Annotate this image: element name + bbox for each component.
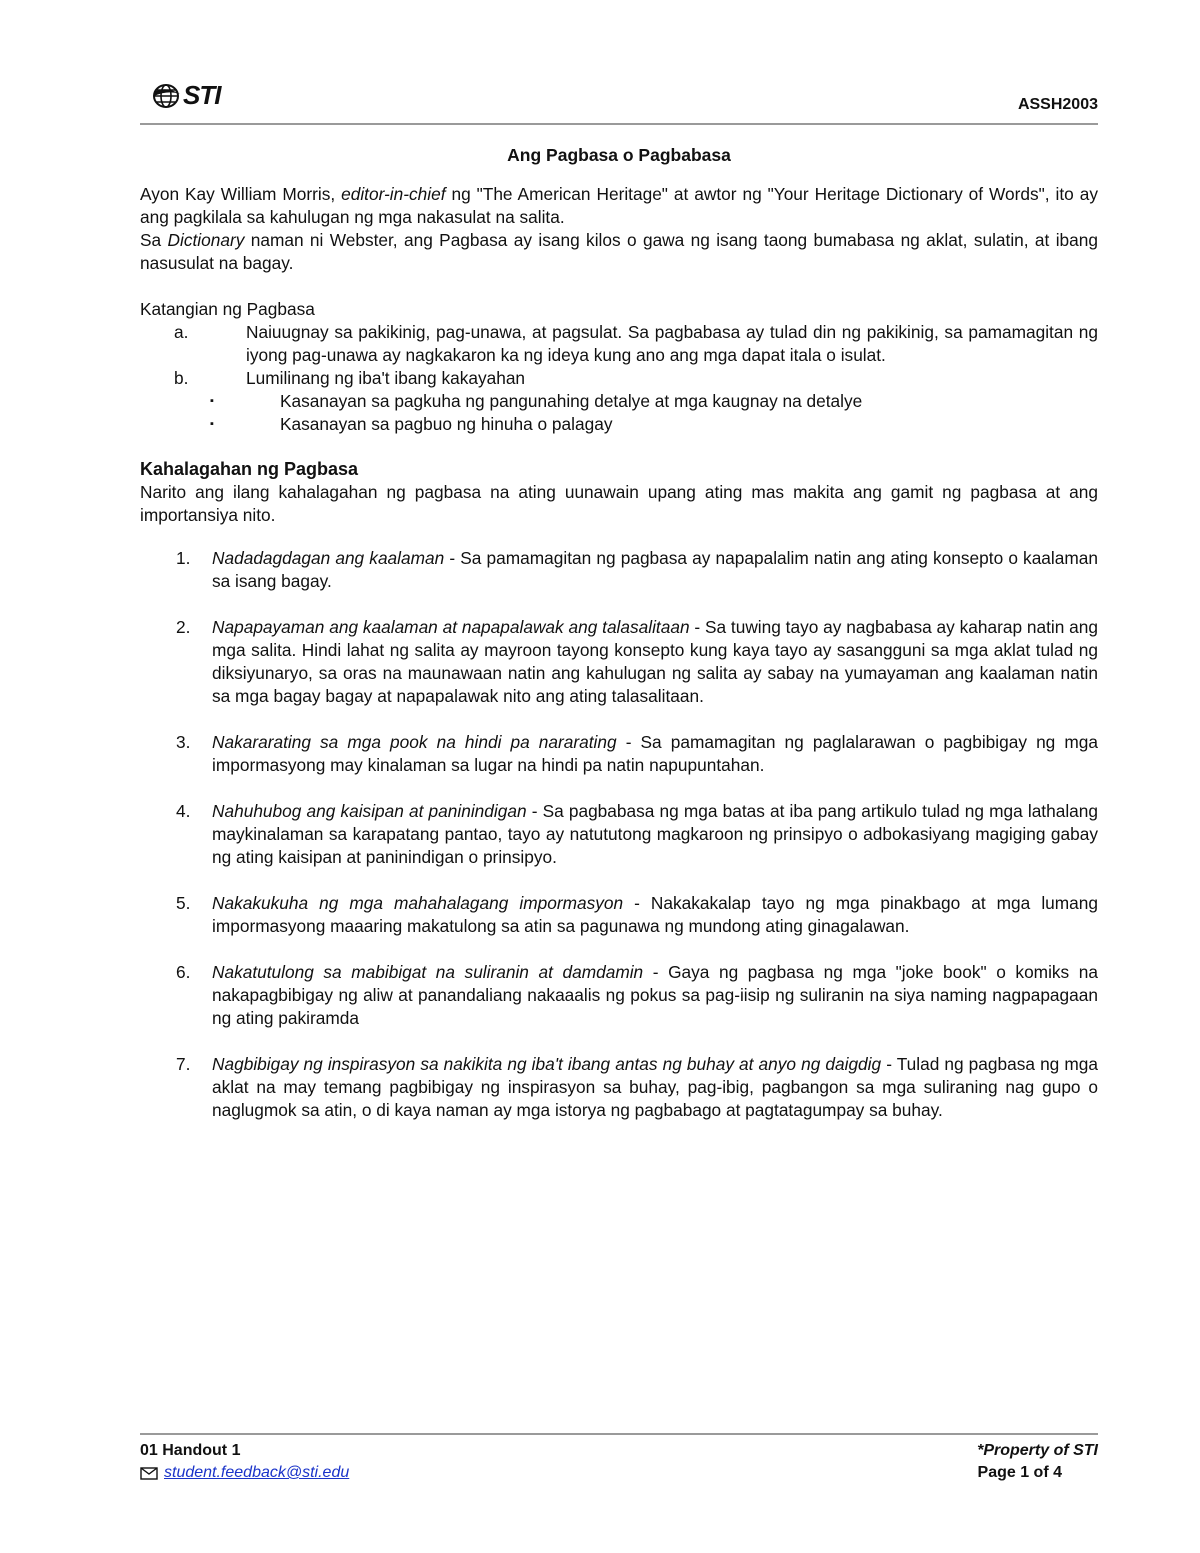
numbered-item: 6. Nakatutulong sa mabibigat na suliranin at damdamin - Gaya ng pagbasa ng mga "joke book" o komiks na nakapagbibigay ng aliw at panandaliang nakaaalis ng pokus sa pag-iisip ng suliranin na siya naming nagpapagaan ng ating pakiramda xyxy=(176,962,1098,1028)
page-number: Page 1 of 4 xyxy=(977,1464,1062,1481)
globe-icon xyxy=(152,82,182,110)
logo-text: STI xyxy=(183,80,221,110)
intro-paragraph-2: Sa Dictionary naman ni Webster, ang Pagbasa ay isang kilos o gawa ng isang taong bumabasa ng aklat, sulatin, at ibang nasusulat na bagay. xyxy=(140,230,1098,273)
numbered-item: 5. Nakakukuha ng mga mahahalagang impormasyon - Nakakakalap tayo ng mga pinakbago at mga lumang impormasyong maaaring makatulong sa atin sa pagunawa ng mundong ating ginagalawan. xyxy=(176,893,1098,936)
page-title: Ang Pagbasa o Pagbabasa xyxy=(507,145,731,165)
feedback-line xyxy=(140,1464,349,1482)
intro-paragraph-1: Ayon Kay William Morris, editor-in-chief ng "The American Heritage" at awtor ng "Your Heritage Dictionary of Words", ito ay ang pagkilala sa kahulugan ng mga nakasulat na salita. xyxy=(140,184,1098,227)
numbered-item: 4. Nahuhubog ang kaisipan at paninindigan - Sa pagbabasa ng mga batas at iba pang artikulo tulad ng mga lathalang maykinalaman sa karapatang pantao, tayo ay natututong magkaroon ng prinsipyo o adbokasiyang magiging gabay ng ating kaisipan at paninindigan o prinsipyo. xyxy=(176,801,1098,867)
numbered-item: 7. Nagbibigay ng inspirasyon sa nakikita ng iba't ibang antas ng buhay at anyo ng daigdig - Tulad ng pagbasa ng mga aklat na may temang pagbibigay ng inspirasyon sa buhay, pag-ibig, pagbangon sa mga suliraning nag gupo o naglugmok sa atin, o di kaya naman ay mga istorya ng pagbabago at pagtatagumpay sa buhay. xyxy=(176,1054,1098,1120)
katangian-heading: Katangian ng Pagbasa xyxy=(140,299,315,319)
sti-logo xyxy=(152,80,220,111)
bullet-item: ▪ Kasanayan sa pagbuo ng hinuha o palagay xyxy=(210,414,613,434)
kahalagahan-heading: Kahalagahan ng Pagbasa xyxy=(140,459,359,479)
course-code: ASSH2003 xyxy=(1017,96,1098,113)
document-body xyxy=(140,138,1098,1145)
bullet-item: ▪ Kasanayan sa pagkuha ng pangunahing detalye at mga kaugnay na detalye xyxy=(210,391,863,411)
handout-label: 01 Handout 1 xyxy=(140,1442,241,1459)
footer-divider xyxy=(140,1433,1098,1435)
envelope-icon xyxy=(140,1467,158,1480)
kahalagahan-intro: Narito ang ilang kahalagahan ng pagbasa na ating uunawain upang ating mas makita ang gamit ng pagbasa at ang importansiya nito. xyxy=(140,482,1098,525)
numbered-item: 2. Napapayaman ang kaalaman at napapalawak ang talasalitaan - Sa tuwing tayo ay nagbabasa ay kaharap natin ang mga salita. Hindi lahat ng salita ay mayroon tayong konsepto kung kaya tayo ay sasangguni sa mga aklat tulad ng diksiyunaryo, sa oras na maunawaan natin ang kahulugan ng salita ay sabay na yumayaman ang kaalaman natin sa mga bagay bagay at napapalawak nito ang ating talasalitaan. xyxy=(176,617,1099,706)
header-divider xyxy=(140,123,1098,125)
numbered-item: 1. Nadadagdagan ang kaalaman - Sa pamamagitan ng pagbasa ay napapalalim natin ang ating konsepto o kaalaman sa isang bagay. xyxy=(176,548,1098,591)
numbered-item: 3. Nakararating sa mga pook na hindi pa nararating - Sa pamamagitan ng paglalarawan o pagbibigay ng mga impormasyong may kinalaman sa lugar na hindi pa natin napupuntahan. xyxy=(176,732,1098,775)
property-label: *Property of STI xyxy=(977,1442,1098,1459)
feedback-email-link[interactable]: student.feedback@sti.edu xyxy=(164,1464,350,1481)
list-item: b. Lumilinang ng iba't ibang kakayahan xyxy=(174,368,526,388)
list-item: a. Naiuugnay sa pakikinig, pag-unawa, at pagsulat. Sa pagbabasa ay tulad din ng pakikinig, sa pamamagitan ng iyong pag-unawa ay nagkakaron ka ng ideya kung ano ang mga dapat itala o isulat. xyxy=(174,322,1098,365)
